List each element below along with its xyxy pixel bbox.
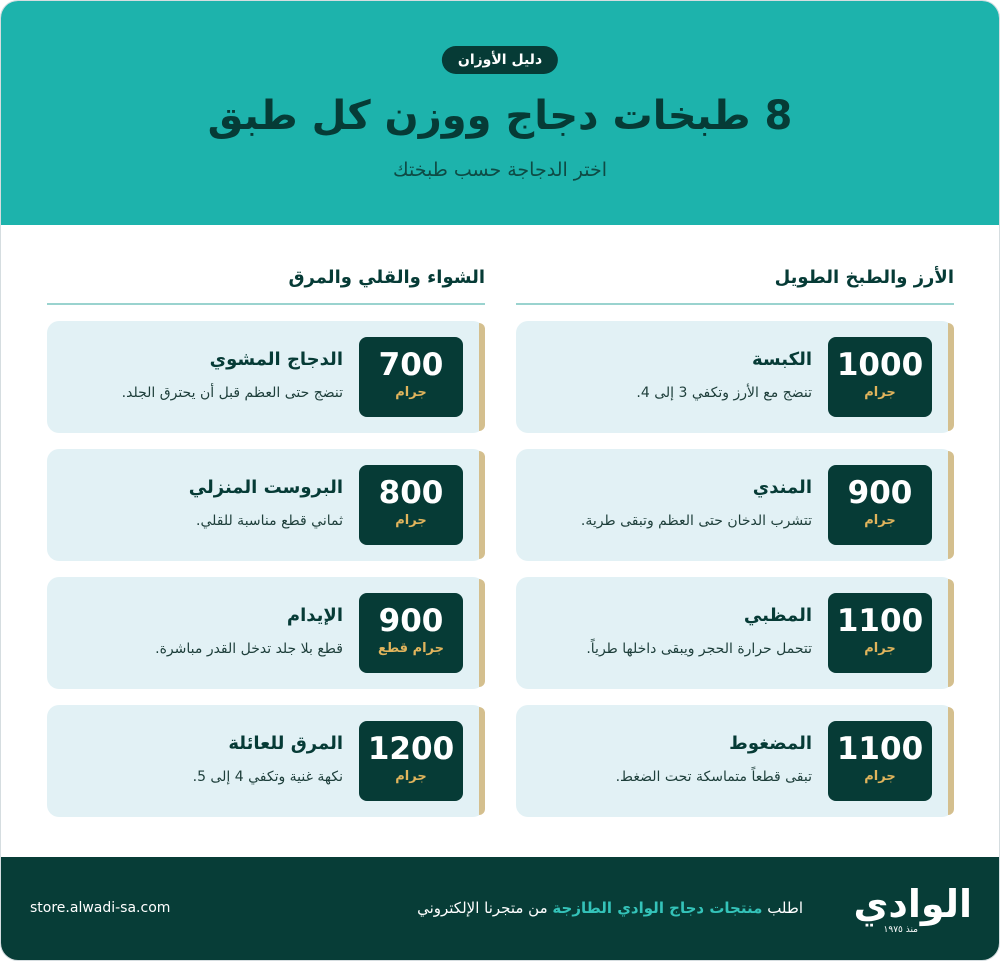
cta-highlight-link[interactable]: منتجات دجاج الوادي الطازجة xyxy=(552,899,763,917)
weight-unit: جرام xyxy=(395,385,427,400)
weight-badge xyxy=(828,593,932,673)
guide-badge: دليل الأوزان xyxy=(442,46,558,74)
cta-prefix: اطلب xyxy=(767,899,803,917)
weight-unit: جرام xyxy=(864,641,896,656)
footer-bar xyxy=(1,857,999,960)
dish-name: المضغوط xyxy=(729,733,812,754)
dish-card xyxy=(516,449,954,561)
footer-call-to-action xyxy=(417,899,803,917)
dish-card xyxy=(47,321,485,433)
weight-value: 800 xyxy=(378,475,444,511)
weight-unit: جرام xyxy=(395,513,427,528)
weight-value: 900 xyxy=(847,475,913,511)
weight-value: 1200 xyxy=(367,731,455,767)
weight-value: 1000 xyxy=(836,347,924,383)
weight-value: 700 xyxy=(378,347,444,383)
weight-unit: جرام xyxy=(395,769,427,784)
dish-card xyxy=(47,449,485,561)
column-divider xyxy=(516,303,954,305)
weight-badge xyxy=(828,337,932,417)
header-band xyxy=(1,1,999,225)
brand-logo xyxy=(850,879,972,939)
weight-value: 1100 xyxy=(836,603,924,639)
dish-card xyxy=(47,577,485,689)
weight-unit: جرام قطع xyxy=(377,641,445,656)
dish-description: نكهة غنية وتكفي 4 إلى 5. xyxy=(192,769,343,785)
column-title-rice: الأرز والطبخ الطويل xyxy=(774,267,954,288)
weight-badge xyxy=(828,465,932,545)
weight-unit: جرام xyxy=(864,513,896,528)
dish-name: الإيدام xyxy=(286,605,343,626)
dish-description: تنضج مع الأرز وتكفي 3 إلى 4. xyxy=(636,385,812,401)
dish-description: قطع بلا جلد تدخل القدر مباشرة. xyxy=(155,641,343,657)
dish-description: تنضج حتى العظم قبل أن يحترق الجلد. xyxy=(121,385,343,401)
dish-name: المندي xyxy=(752,477,812,498)
brand-logo-text: الوادي xyxy=(853,882,972,926)
page-title: 8 طبخات دجاج ووزن كل طبق xyxy=(207,93,793,139)
dish-card xyxy=(516,705,954,817)
cta-suffix: من متجرنا الإلكتروني xyxy=(417,899,548,917)
weight-badge xyxy=(359,337,463,417)
weight-unit: جرام xyxy=(864,385,896,400)
dish-description: تبقى قطعاً متماسكة تحت الضغط. xyxy=(615,769,812,785)
dish-name: المرق للعائلة xyxy=(228,733,343,754)
dish-card xyxy=(47,705,485,817)
dish-description: تتشرب الدخان حتى العظم وتبقى طرية. xyxy=(580,513,812,529)
dish-description: ثماني قطع مناسبة للقلي. xyxy=(196,513,343,529)
weight-badge xyxy=(359,721,463,801)
dish-name: المظبي xyxy=(743,605,812,626)
dish-card xyxy=(516,321,954,433)
brand-since: منذ ١٩٧٥ xyxy=(883,925,918,935)
dish-description: تتحمل حرارة الحجر ويبقى داخلها طرياً. xyxy=(586,641,812,657)
page-subtitle: اختر الدجاجة حسب طبختك xyxy=(392,159,608,181)
dish-name: الدجاج المشوي xyxy=(209,349,343,370)
column-divider xyxy=(47,303,485,305)
dish-name: الكبسة xyxy=(752,349,812,370)
column-title-grill: الشواء والقلي والمرق xyxy=(288,267,485,288)
weight-badge xyxy=(359,593,463,673)
weight-badge xyxy=(828,721,932,801)
weight-unit: جرام xyxy=(864,769,896,784)
weight-value: 900 xyxy=(378,603,444,639)
store-url-link[interactable]: store.alwadi-sa.com xyxy=(30,900,171,916)
weight-badge xyxy=(359,465,463,545)
dish-name: البروست المنزلي xyxy=(188,477,343,498)
dish-card xyxy=(516,577,954,689)
weight-value: 1100 xyxy=(836,731,924,767)
